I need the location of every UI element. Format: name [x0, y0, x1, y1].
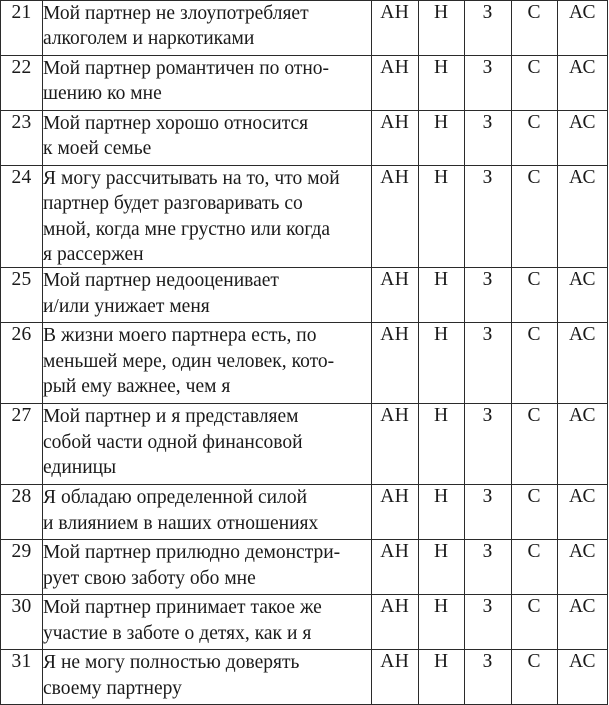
table-row — [1, 595, 608, 650]
rating-option-2[interactable]: Н — [418, 540, 465, 595]
statement-text — [43, 166, 372, 268]
statement-text — [43, 650, 372, 705]
statement-line: и/или унижает меня — [43, 295, 210, 317]
rating-option-5[interactable]: АС — [558, 111, 608, 166]
table-row — [1, 166, 608, 268]
statement-line: партнер будет разговаривать со — [43, 193, 303, 215]
statement-line: Я могу рассчитывать на то, что мой — [43, 168, 340, 189]
row-number: 25 — [1, 268, 43, 323]
rating-option-5[interactable]: АС — [558, 540, 608, 595]
rating-option-4[interactable]: С — [511, 485, 558, 540]
statement-line: участие в заботе о детях, как и я — [43, 622, 312, 644]
row-number: 28 — [1, 485, 43, 540]
rating-option-3[interactable]: З — [465, 268, 512, 323]
rating-option-3[interactable]: З — [465, 111, 512, 166]
statement-text — [43, 268, 372, 323]
rating-option-1[interactable]: АН — [372, 111, 419, 166]
rating-option-3[interactable]: З — [465, 404, 512, 485]
rating-option-2[interactable]: Н — [418, 650, 465, 705]
rating-option-5[interactable]: АС — [558, 404, 608, 485]
rating-option-4[interactable]: С — [511, 323, 558, 404]
rating-option-3[interactable]: З — [465, 650, 512, 705]
row-number: 31 — [1, 650, 43, 705]
statement-line: Мой партнер принимает такое же — [43, 597, 322, 619]
statement-line: к моей семье — [43, 138, 152, 160]
statement-text — [43, 404, 372, 485]
table-row — [1, 56, 608, 111]
rating-option-1[interactable]: АН — [372, 268, 419, 323]
row-number: 29 — [1, 540, 43, 595]
statement-line: Мой партнер романтичен по отно- — [43, 58, 330, 79]
rating-option-3[interactable]: З — [465, 1, 512, 56]
row-number: 26 — [1, 323, 43, 404]
rating-option-5[interactable]: АС — [558, 1, 608, 56]
table-row — [1, 268, 608, 323]
rating-option-4[interactable]: С — [511, 1, 558, 56]
row-number: 30 — [1, 595, 43, 650]
rating-option-1[interactable]: АН — [372, 56, 419, 111]
rating-option-5[interactable]: АС — [558, 56, 608, 111]
statement-line: единицы — [43, 457, 117, 479]
rating-option-1[interactable]: АН — [372, 540, 419, 595]
rating-option-1[interactable]: АН — [372, 404, 419, 485]
rating-option-1[interactable]: АН — [372, 650, 419, 705]
rating-option-2[interactable]: Н — [418, 595, 465, 650]
row-number: 24 — [1, 166, 43, 268]
rating-option-5[interactable]: АС — [558, 650, 608, 705]
rating-option-1[interactable]: АН — [372, 485, 419, 540]
rating-option-4[interactable]: С — [511, 540, 558, 595]
rating-option-4[interactable]: С — [511, 650, 558, 705]
statement-line: Мой партнер хорошо относится — [43, 113, 309, 134]
statement-line: и влиянием в наших отношениях — [43, 512, 319, 534]
rating-option-5[interactable]: АС — [558, 268, 608, 323]
row-number: 21 — [1, 1, 43, 56]
table-row — [1, 404, 608, 485]
statement-line: алкоголем и наркотиками — [43, 28, 255, 50]
rating-option-1[interactable]: АН — [372, 1, 419, 56]
statement-line: мной, когда мне грустно или когда — [43, 218, 331, 240]
rating-option-1[interactable]: АН — [372, 595, 419, 650]
statement-text — [43, 1, 372, 56]
rating-option-3[interactable]: З — [465, 323, 512, 404]
table-row — [1, 111, 608, 166]
table-row — [1, 540, 608, 595]
rating-option-4[interactable]: С — [511, 56, 558, 111]
rating-option-4[interactable]: С — [511, 166, 558, 268]
statement-line: Мой партнер прилюдно демонстри- — [43, 542, 341, 564]
rating-option-5[interactable]: АС — [558, 323, 608, 404]
statement-text — [43, 56, 372, 111]
rating-option-1[interactable]: АН — [372, 323, 419, 404]
rating-option-2[interactable]: Н — [418, 166, 465, 268]
statement-text — [43, 540, 372, 595]
rating-option-2[interactable]: Н — [418, 56, 465, 111]
rating-option-3[interactable]: З — [465, 56, 512, 111]
rating-option-2[interactable]: Н — [418, 485, 465, 540]
statement-line: Я не могу полностью доверять — [43, 652, 300, 674]
statement-line: рует свою заботу обо мне — [43, 567, 256, 589]
rating-option-4[interactable]: С — [511, 595, 558, 650]
statement-line: Я обладаю определенной силой — [43, 487, 308, 509]
statement-line: я рассержен — [43, 244, 144, 266]
row-number: 22 — [1, 56, 43, 111]
statement-text — [43, 323, 372, 404]
rating-option-3[interactable]: З — [465, 485, 512, 540]
questionnaire-rows — [1, 1, 608, 705]
rating-option-2[interactable]: Н — [418, 111, 465, 166]
rating-option-4[interactable]: С — [511, 268, 558, 323]
statement-line: Мой партнер недооценивает — [43, 270, 279, 292]
table-row — [1, 485, 608, 540]
rating-option-2[interactable]: Н — [418, 323, 465, 404]
rating-option-4[interactable]: С — [511, 111, 558, 166]
rating-option-2[interactable]: Н — [418, 404, 465, 485]
statement-line: рый ему важнее, чем я — [43, 376, 231, 398]
rating-option-2[interactable]: Н — [418, 268, 465, 323]
rating-option-1[interactable]: АН — [372, 166, 419, 268]
statement-line: В жизни моего партнера есть, по — [43, 325, 317, 347]
statement-line: своему партнеру — [43, 677, 182, 699]
rating-option-3[interactable]: З — [465, 595, 512, 650]
statement-line: Мой партнер и я представляем — [43, 406, 299, 428]
statement-line: меньшей мере, один человек, кото- — [43, 350, 335, 372]
table-row — [1, 1, 608, 56]
statement-text — [43, 485, 372, 540]
rating-option-3[interactable]: З — [465, 166, 512, 268]
statement-line: Мой партнер не злоупотребляет — [43, 3, 309, 24]
statement-line: шению ко мне — [43, 83, 162, 105]
statement-text — [43, 595, 372, 650]
rating-option-4[interactable]: С — [511, 404, 558, 485]
rating-option-5[interactable]: АС — [558, 485, 608, 540]
rating-option-5[interactable]: АС — [558, 595, 608, 650]
statement-line: собой части одной финансовой — [43, 431, 303, 453]
rating-option-3[interactable]: З — [465, 540, 512, 595]
table-row — [1, 650, 608, 705]
row-number: 27 — [1, 404, 43, 485]
table-row — [1, 323, 608, 404]
rating-option-5[interactable]: АС — [558, 166, 608, 268]
statement-text — [43, 111, 372, 166]
row-number: 23 — [1, 111, 43, 166]
rating-option-2[interactable]: Н — [418, 1, 465, 56]
